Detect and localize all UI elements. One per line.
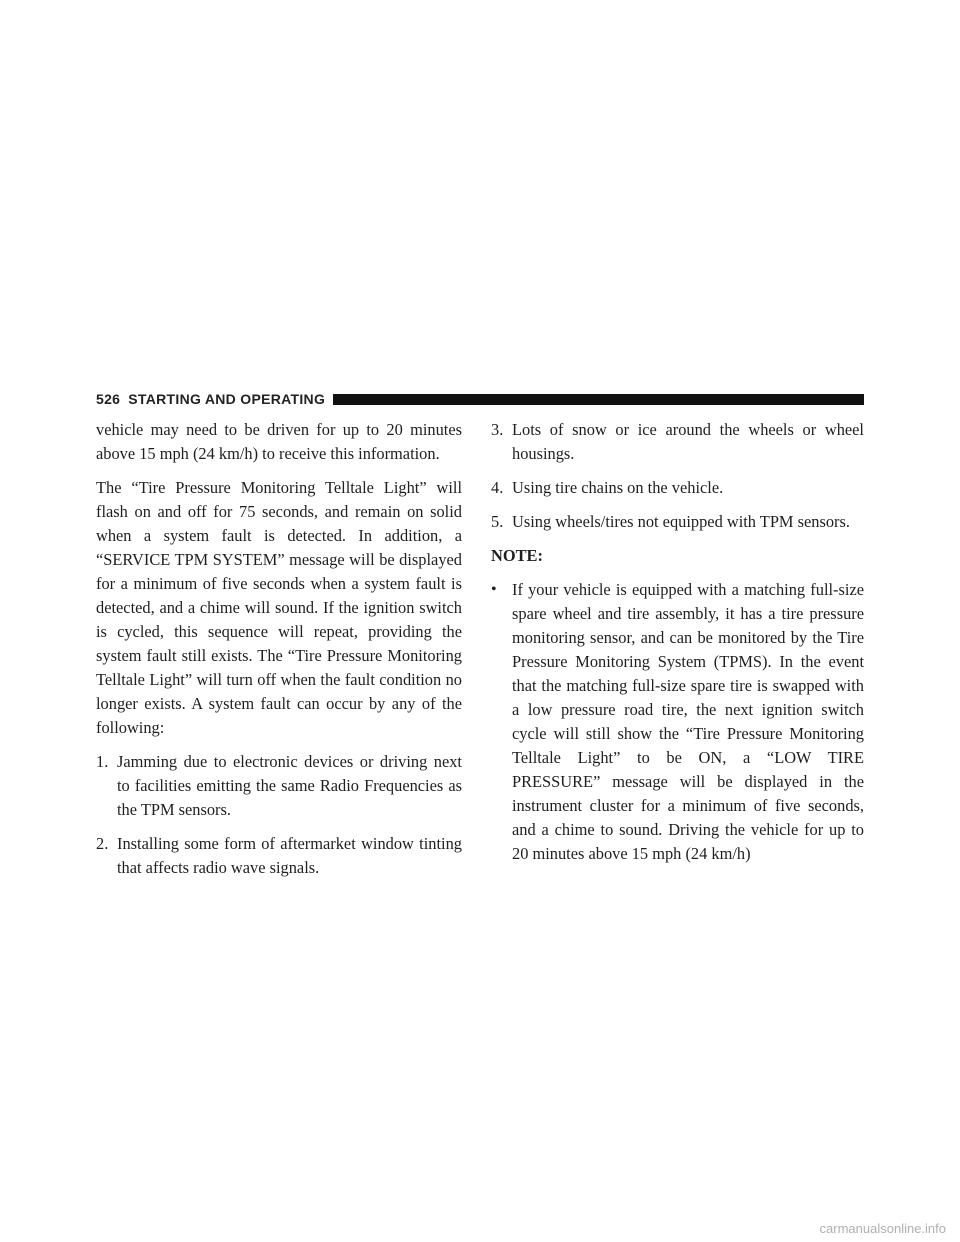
section-title: STARTING AND OPERATING — [128, 391, 326, 407]
list-item — [491, 476, 864, 500]
page-number: 526 — [96, 391, 121, 407]
list-item-text: Jamming due to electronic devices or driving next to facilities emitting the same Radio Frequencies as the TPM sensors. — [117, 752, 462, 819]
paragraph-system-fault: The “Tire Pressure Monitoring Telltale Light” will flash on and off for 75 seconds, and remain on solid when a system fault is detected. In addition, a “SERVICE TPM SYSTEM” message will be displayed for a minimum of five seconds when a system fault is detected, and a chime will sound. If the ignition switch is cycled, this sequence will repeat, providing the system fault still exists. The “Tire Pressure Monitoring Telltale Light” will turn off when the fault condition no longer exists. A system fault can occur by any of the following: — [96, 478, 462, 737]
list-item — [96, 832, 462, 880]
list-item — [491, 510, 864, 534]
footer-watermark: carmanualsonline.info — [819, 1221, 946, 1236]
list-item — [96, 750, 462, 822]
note-bullet-text: If your vehicle is equipped with a matching full-size spare wheel and tire assembly, it has a tire pressure monitoring sensor, and can be monitored by the Tire Pressure Monitoring System (TPMS). In the event that the matching full-size spare tire is swapped with a low pressure road tire, the next ignition switch cycle will still show the “Tire Pressure Monitoring Telltale Light” to be ON, a “LOW TIRE PRESSURE” message will be displayed in the instrument cluster for a minimum of five seconds, and a chime to sound. Driving the vehicle for up to 20 minutes above 15 mph (24 km/h) — [512, 580, 864, 863]
list-item-number: 2. — [96, 834, 109, 853]
header-rule — [333, 394, 864, 405]
list-item-number: 1. — [96, 752, 109, 771]
list-item — [491, 418, 864, 466]
list-item-text: Using wheels/tires not equipped with TPM sensors. — [512, 512, 850, 531]
paragraph-continuation: vehicle may need to be driven for up to 20 minutes above 15 mph (24 km/h) to receive this information. — [96, 420, 462, 463]
note-label: NOTE: — [491, 546, 543, 565]
note-bullet — [491, 578, 864, 866]
list-item-text: Lots of snow or ice around the wheels or wheel housings. — [512, 420, 864, 463]
list-item-number: 5. — [491, 512, 504, 531]
list-item-text: Installing some form of aftermarket window tinting that affects radio wave signals. — [117, 834, 462, 877]
list-item-text: Using tire chains on the vehicle. — [512, 478, 724, 497]
bullet-icon: • — [491, 581, 497, 598]
list-item-number: 4. — [491, 478, 504, 497]
list-item-number: 3. — [491, 420, 504, 439]
left-column — [96, 418, 462, 890]
page-header — [96, 389, 864, 409]
right-column — [491, 418, 864, 866]
